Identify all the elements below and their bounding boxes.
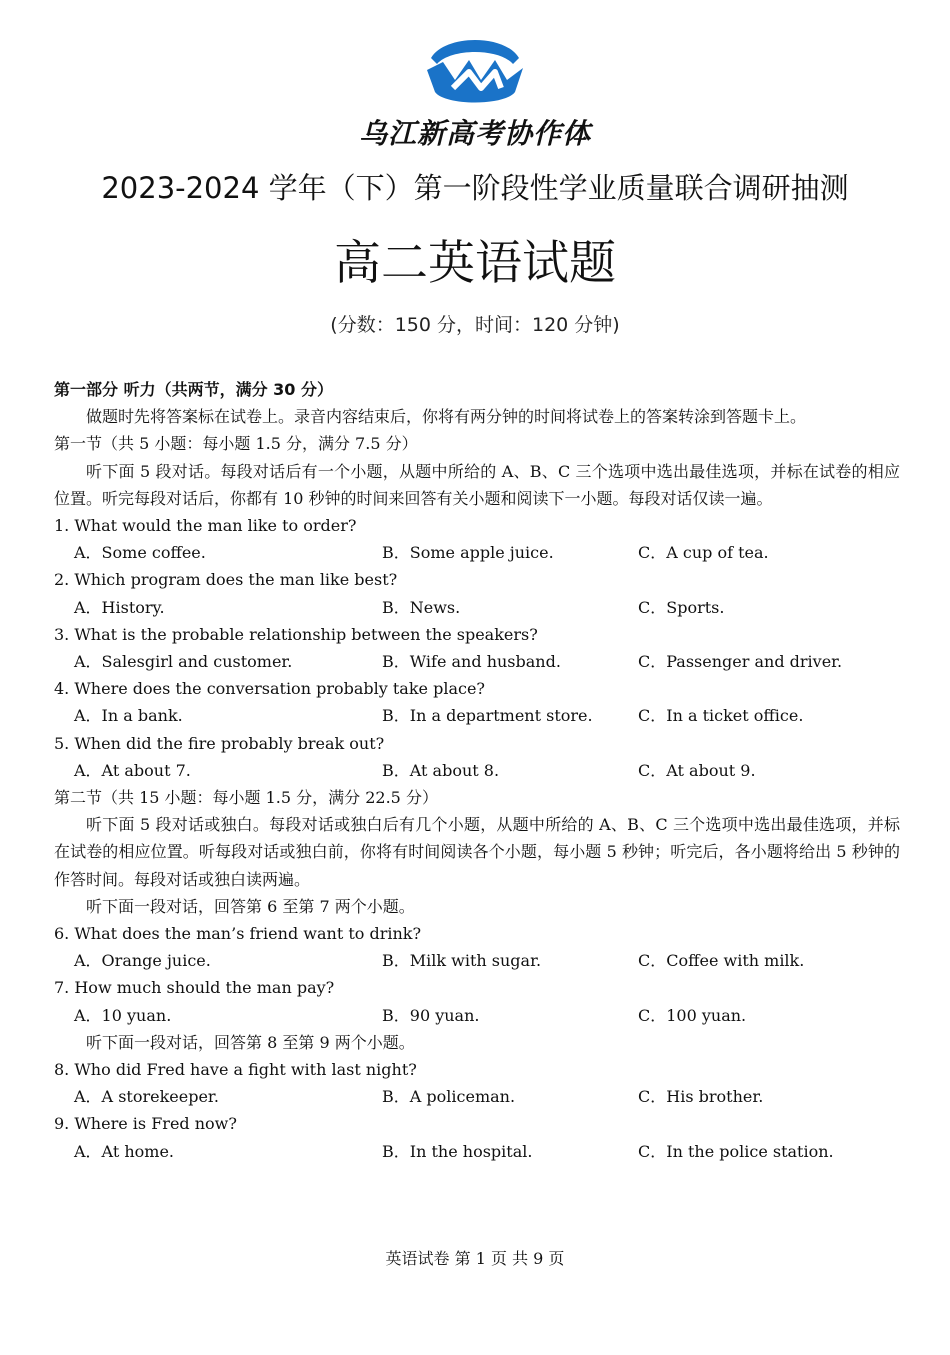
question-stem: 9. Where is Fred now? <box>54 1114 237 1134</box>
question-stem: 6. What does the man’s friend want to drink? <box>54 923 422 943</box>
page-footer: 英语试卷 第 1 页 共 9 页 <box>385 1249 565 1268</box>
option-c: C．Sports. <box>638 597 725 617</box>
part-heading: 第一部分 听力（共两节，满分 30 分） <box>54 380 333 399</box>
question-options <box>54 1083 900 1110</box>
option-c: C．Passenger and driver. <box>638 652 843 671</box>
question-options <box>54 757 900 784</box>
subject-title: 高二英语试题 <box>334 236 616 291</box>
option-b: B．Wife and husband. <box>382 652 561 671</box>
option-a: A．10 yuan. <box>74 1005 172 1025</box>
question-options <box>54 594 900 621</box>
option-a: A．Salesgirl and customer. <box>74 652 293 671</box>
option-b: B．In a department store. <box>382 706 593 726</box>
option-a: A．At home. <box>74 1141 175 1161</box>
option-c: C．A cup of tea. <box>638 543 769 563</box>
question-stem: 4. Where does the conversation probably take place? <box>54 679 485 699</box>
option-b: B．At about 8. <box>382 760 500 780</box>
section-instruction: 听下面 5 段对话或独白。每段对话或独白后有几个小题，从题中所给的 A、B、C 三个选项中选出最佳选项，并标在试卷的相应位置。听每段对话或独白前，你将有时间阅读各个小题，每小题 5 秒钟；听完后，各小题将给出 5 秒钟的作答时间。每段对话或独白读两遍。 <box>54 815 900 889</box>
exam-title: 2023-2024 学年（下）第一阶段性学业质量联合调研抽测 <box>101 171 849 205</box>
question-options <box>54 648 900 675</box>
option-c: C．His brother. <box>638 1087 764 1107</box>
part-instruction: 做题时先将答案标在试卷上。录音内容结束后，你将有两分钟的时间将试卷上的答案转涂到答题卡上。 <box>86 407 807 427</box>
question-options <box>54 539 900 566</box>
option-c: C．At about 9. <box>638 760 756 780</box>
option-b: B．90 yuan. <box>382 1005 480 1025</box>
question-stem: 5. When did the fire probably break out? <box>54 733 385 753</box>
group-intro: 听下面一段对话，回答第 8 至第 9 两个小题。 <box>86 1032 415 1052</box>
question-stem: 3. What is the probable relationship between the speakers? <box>54 624 538 644</box>
option-b: B．A policeman. <box>382 1087 516 1107</box>
section-heading: 第一节（共 5 小题：每小题 1.5 分，满分 7.5 分） <box>54 434 418 454</box>
question-options <box>54 1138 900 1165</box>
option-a: A．History. <box>74 597 165 617</box>
option-b: B．News. <box>382 597 461 617</box>
option-c: C．100 yuan. <box>638 1005 747 1025</box>
option-b: B．In the hospital. <box>382 1141 533 1161</box>
question-options <box>54 947 900 974</box>
question-stem: 7. How much should the man pay? <box>54 978 335 998</box>
question-options <box>54 702 900 729</box>
section-instruction: 听下面 5 段对话。每段对话后有一个小题，从题中所给的 A、B、C 三个选项中选出最佳选项，并标在试卷的相应位置。听完每段对话后，你都有 10 秒钟的时间来回答有关小题和阅读下一小题。每段对话仅读一遍。 <box>54 461 900 508</box>
question-stem: 8. Who did Fred have a fight with last night? <box>54 1059 417 1079</box>
question-options <box>54 1002 900 1029</box>
option-c: C．Coffee with milk. <box>638 951 805 971</box>
logo <box>0 36 950 112</box>
question-stem: 1. What would the man like to order? <box>54 516 357 536</box>
option-c: C．In a ticket office. <box>638 706 804 726</box>
option-a: A．In a bank. <box>74 706 183 726</box>
option-a: A．Some coffee. <box>74 543 206 563</box>
option-a: A．Orange juice. <box>74 951 211 971</box>
option-a: A．A storekeeper. <box>74 1087 219 1107</box>
option-c: C．In the police station. <box>638 1141 834 1161</box>
option-a: A．At about 7. <box>74 760 191 780</box>
section-heading: 第二节（共 15 小题：每小题 1.5 分，满分 22.5 分） <box>54 787 438 807</box>
exam-content <box>54 376 900 1165</box>
wave-logo-icon <box>425 36 525 112</box>
group-intro: 听下面一段对话，回答第 6 至第 7 两个小题。 <box>86 896 415 916</box>
question-stem: 2. Which program does the man like best? <box>54 570 398 590</box>
option-b: B．Some apple juice. <box>382 543 554 563</box>
organization-name: 乌江新高考协作体 <box>358 117 591 150</box>
score-info: (分数：150 分，时间：120 分钟) <box>330 314 620 336</box>
option-b: B．Milk with sugar. <box>382 951 542 971</box>
